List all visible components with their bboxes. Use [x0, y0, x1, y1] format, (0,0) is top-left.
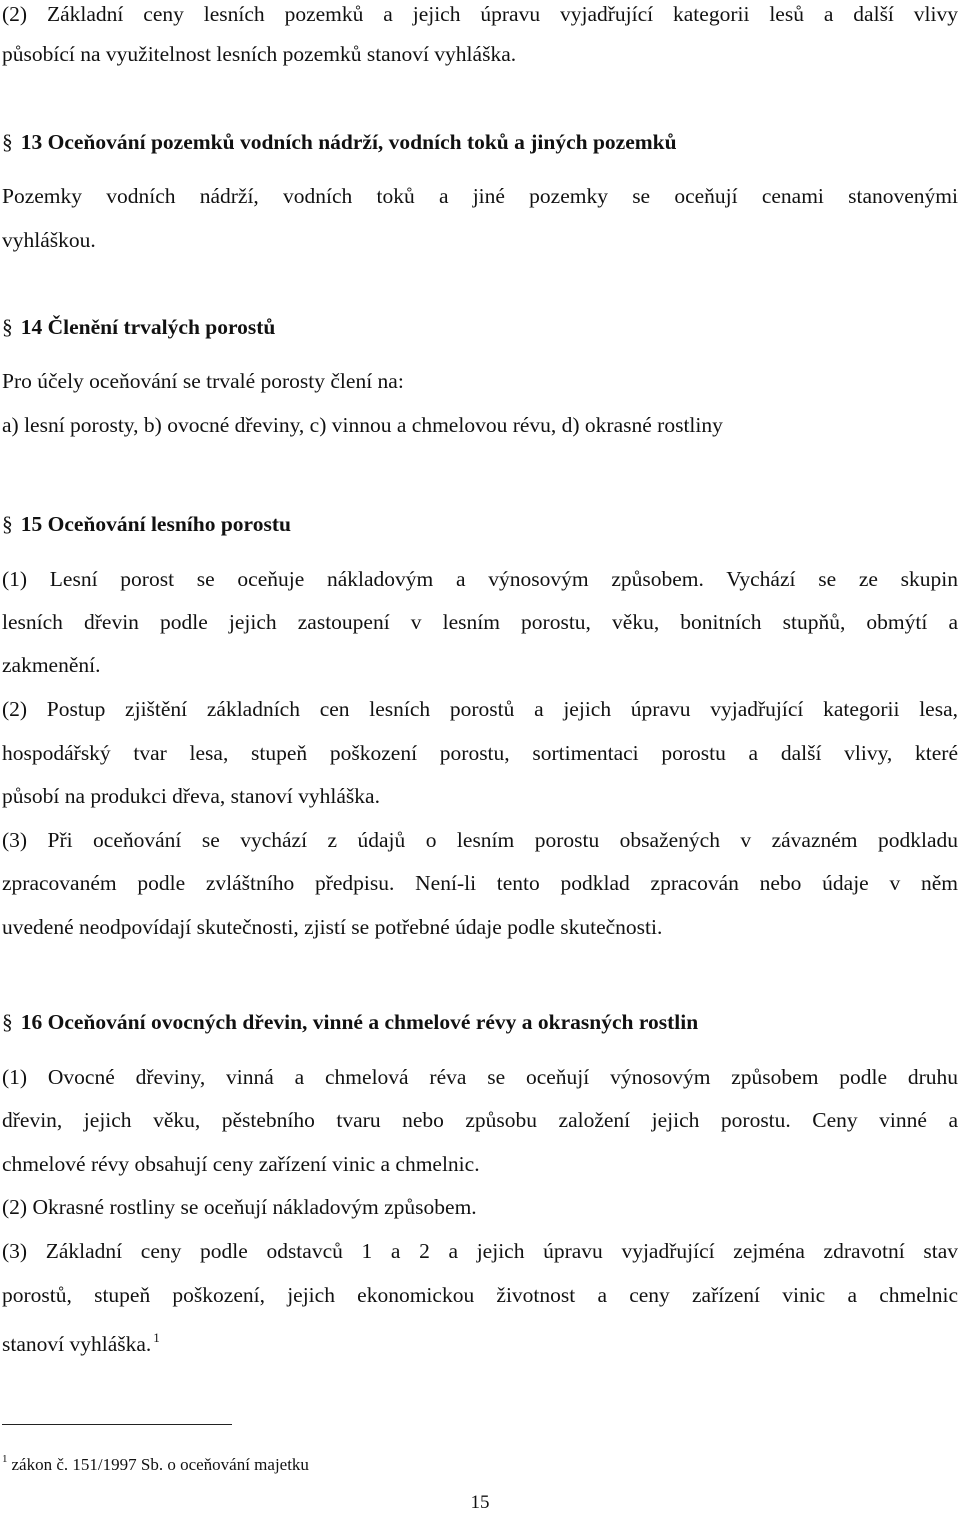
section-sign: § [2, 1010, 13, 1034]
heading-text: 14 Členění trvalých porostů [20, 315, 276, 339]
heading-text: 15 Oceňování lesního porostu [20, 512, 291, 536]
section-heading-16 [2, 1008, 958, 1036]
footnote-number: 1 [2, 1453, 8, 1465]
paragraph-line: dřevin, jejich věku, pěstebního tvaru nebo způsobu založení jejich porostu. Ceny vinné a [2, 1108, 958, 1132]
footnote-reference[interactable]: 1 [153, 1330, 160, 1345]
paragraph-line: (2) Okrasné rostliny se oceňují nákladovým způsobem. [2, 1195, 477, 1219]
paragraph-line: působí na produkci dřeva, stanoví vyhláška. [2, 784, 380, 808]
paragraph-line: (1) Lesní porost se oceňuje nákladovým a výnosovým způsobem. Vychází se ze skupin [2, 567, 958, 591]
paragraph-line: zakmenění. [2, 653, 101, 677]
paragraph-line: Pro účely oceňování se trvalé porosty člení na: [2, 369, 404, 393]
heading-text: 13 Oceňování pozemků vodních nádrží, vodních toků a jiných pozemků [20, 130, 677, 154]
paragraph-line: (3) Při oceňování se vychází z údajů o lesním porostu obsažených v závazném podkladu [2, 828, 958, 852]
footnote-divider [2, 1424, 232, 1425]
paragraph-line: chmelové révy obsahují ceny zařízení vinic a chmelnic. [2, 1152, 480, 1176]
paragraph-line: (2) Postup zjištění základních cen lesních porostů a jejich úpravu vyjadřující kategorii lesa, [2, 697, 958, 721]
section-heading-13 [2, 128, 958, 156]
paragraph-line: (3) Základní ceny podle odstavců 1 a 2 a jejich úpravu vyjadřující zejména zdravotní stav [2, 1239, 958, 1263]
paragraph-line [2, 1324, 958, 1358]
paragraph-line: a) lesní porosty, b) ovocné dřeviny, c) vinnou a chmelovou révu, d) okrasné rostliny [2, 413, 723, 437]
heading-text: 16 Oceňování ovocných dřevin, vinné a chmelové révy a okrasných rostlin [20, 1010, 699, 1034]
page-number: 15 [470, 1492, 490, 1513]
section-sign: § [2, 512, 13, 536]
paragraph-line: vyhláškou. [2, 228, 96, 252]
paragraph-line: porostů, stupeň poškození, jejich ekonomickou životnost a ceny zařízení vinic a chmelnic [2, 1283, 958, 1307]
paragraph-line: (1) Ovocné dřeviny, vinná a chmelová réva se oceňují výnosovým způsobem podle druhu [2, 1065, 958, 1089]
paragraph-text: stanoví vyhláška. [2, 1332, 152, 1356]
footnote [2, 1447, 309, 1477]
section-heading-15 [2, 510, 958, 538]
section-sign: § [2, 315, 13, 339]
paragraph-line: lesních dřevin podle jejich zastoupení v lesním porostu, věku, bonitních stupňů, obmýtí a [2, 610, 958, 634]
paragraph-line: zpracovaném podle zvláštního předpisu. Není-li tento podklad zpracován nebo údaje v něm [2, 871, 958, 895]
section-sign: § [2, 130, 13, 154]
section-heading-14 [2, 313, 958, 341]
footnote-text: zákon č. 151/1997 Sb. o oceňování majetku [11, 1455, 309, 1474]
paragraph-line: hospodářský tvar lesa, stupeň poškození porostu, sortimentaci porostu a další vlivy, které [2, 741, 958, 765]
paragraph-line: uvedené neodpovídají skutečnosti, zjistí se potřebné údaje podle skutečnosti. [2, 915, 663, 939]
paragraph-line: (2) Základní ceny lesních pozemků a jejich úpravu vyjadřující kategorii lesů a další vlivy [2, 2, 958, 26]
paragraph-line: působící na využitelnost lesních pozemků stanoví vyhláška. [2, 42, 517, 66]
paragraph-line: Pozemky vodních nádrží, vodních toků a jiné pozemky se oceňují cenami stanovenými [2, 184, 958, 208]
